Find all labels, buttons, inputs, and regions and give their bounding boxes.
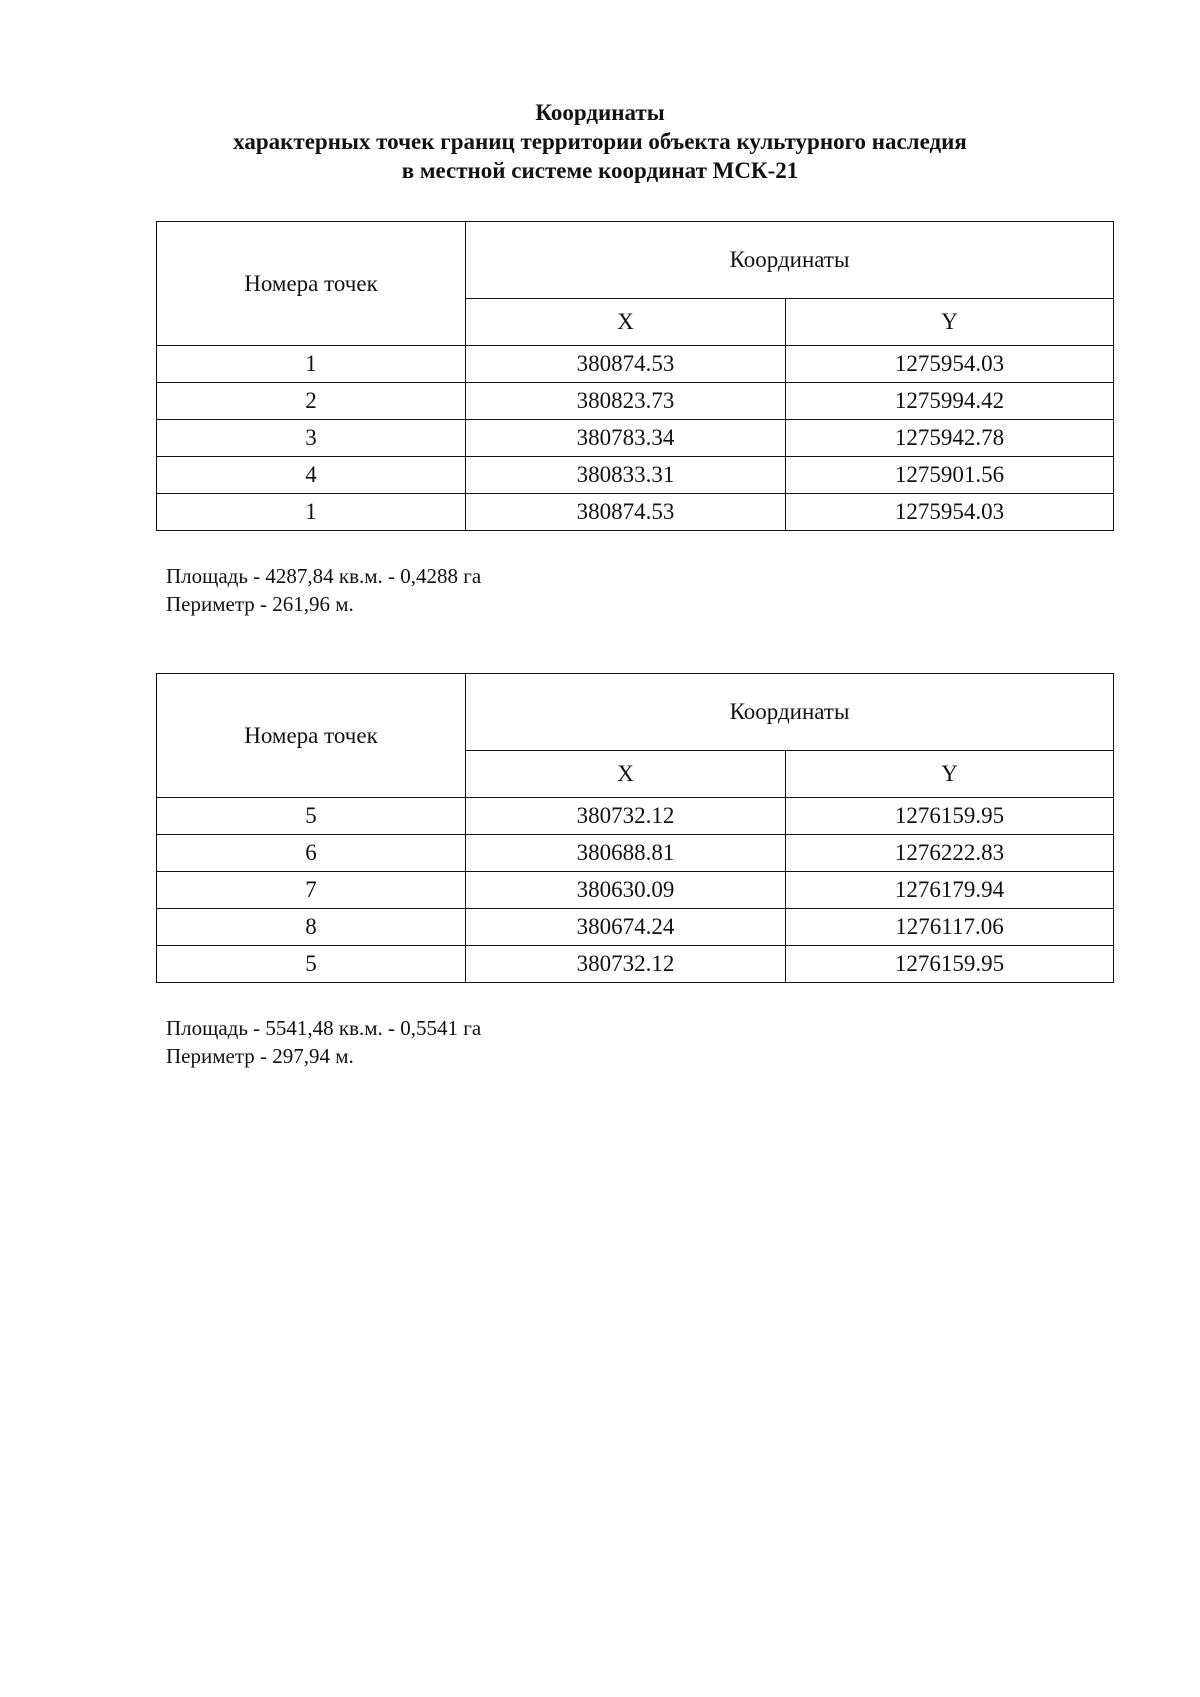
- coord-x: 380732.12: [466, 946, 786, 983]
- table-header-row: [157, 674, 1114, 751]
- coord-y: 1276159.95: [786, 798, 1114, 835]
- page-title: [0, 98, 1200, 185]
- table-row: [157, 420, 1114, 457]
- point-number: 7: [157, 872, 466, 909]
- coord-x: 380823.73: [466, 383, 786, 420]
- point-number: 6: [157, 835, 466, 872]
- header-y: Y: [786, 299, 1114, 346]
- perimeter-text: Периметр - 297,94 м.: [166, 1044, 354, 1068]
- perimeter-text: Периметр - 261,96 м.: [166, 592, 354, 616]
- coord-x: 380688.81: [466, 835, 786, 872]
- coord-y: 1275954.03: [786, 494, 1114, 531]
- coord-x: 380833.31: [466, 457, 786, 494]
- table-row: [157, 835, 1114, 872]
- coordinates-table-1: [156, 221, 1114, 531]
- table-row: [157, 494, 1114, 531]
- point-number: 2: [157, 383, 466, 420]
- coord-x: 380874.53: [466, 494, 786, 531]
- area-text: Площадь - 4287,84 кв.м. - 0,4288 га: [166, 564, 482, 588]
- summary-2: [166, 1014, 481, 1070]
- table-row: [157, 383, 1114, 420]
- coord-y: 1276159.95: [786, 946, 1114, 983]
- table-header-row: [157, 222, 1114, 299]
- header-point-numbers: Номера точек: [157, 674, 466, 798]
- title-line-1: Координаты: [535, 100, 665, 125]
- point-number: 5: [157, 946, 466, 983]
- header-x: X: [466, 751, 786, 798]
- coord-x: 380783.34: [466, 420, 786, 457]
- point-number: 5: [157, 798, 466, 835]
- table-row: [157, 909, 1114, 946]
- coord-y: 1276117.06: [786, 909, 1114, 946]
- coord-y: 1276179.94: [786, 872, 1114, 909]
- header-coordinates: Координаты: [466, 674, 1114, 751]
- coord-y: 1275901.56: [786, 457, 1114, 494]
- point-number: 1: [157, 494, 466, 531]
- coord-y: 1275942.78: [786, 420, 1114, 457]
- coord-y: 1275994.42: [786, 383, 1114, 420]
- coord-x: 380630.09: [466, 872, 786, 909]
- header-coordinates: Координаты: [466, 222, 1114, 299]
- table-row: [157, 798, 1114, 835]
- point-number: 3: [157, 420, 466, 457]
- area-text: Площадь - 5541,48 кв.м. - 0,5541 га: [166, 1016, 482, 1040]
- coord-x: 380874.53: [466, 346, 786, 383]
- coord-x: 380674.24: [466, 909, 786, 946]
- point-number: 8: [157, 909, 466, 946]
- table-row: [157, 457, 1114, 494]
- point-number: 1: [157, 346, 466, 383]
- point-number: 4: [157, 457, 466, 494]
- coord-x: 380732.12: [466, 798, 786, 835]
- title-line-3: в местной системе координат МСК-21: [401, 158, 799, 183]
- coord-y: 1276222.83: [786, 835, 1114, 872]
- table-row: [157, 946, 1114, 983]
- title-line-2: характерных точек границ территории объекта культурного наследия: [233, 129, 967, 154]
- summary-1: [166, 562, 481, 618]
- header-y: Y: [786, 751, 1114, 798]
- coordinates-table-2: [156, 673, 1114, 983]
- table-row: [157, 346, 1114, 383]
- header-x: X: [466, 299, 786, 346]
- table-row: [157, 872, 1114, 909]
- header-point-numbers: Номера точек: [157, 222, 466, 346]
- coord-y: 1275954.03: [786, 346, 1114, 383]
